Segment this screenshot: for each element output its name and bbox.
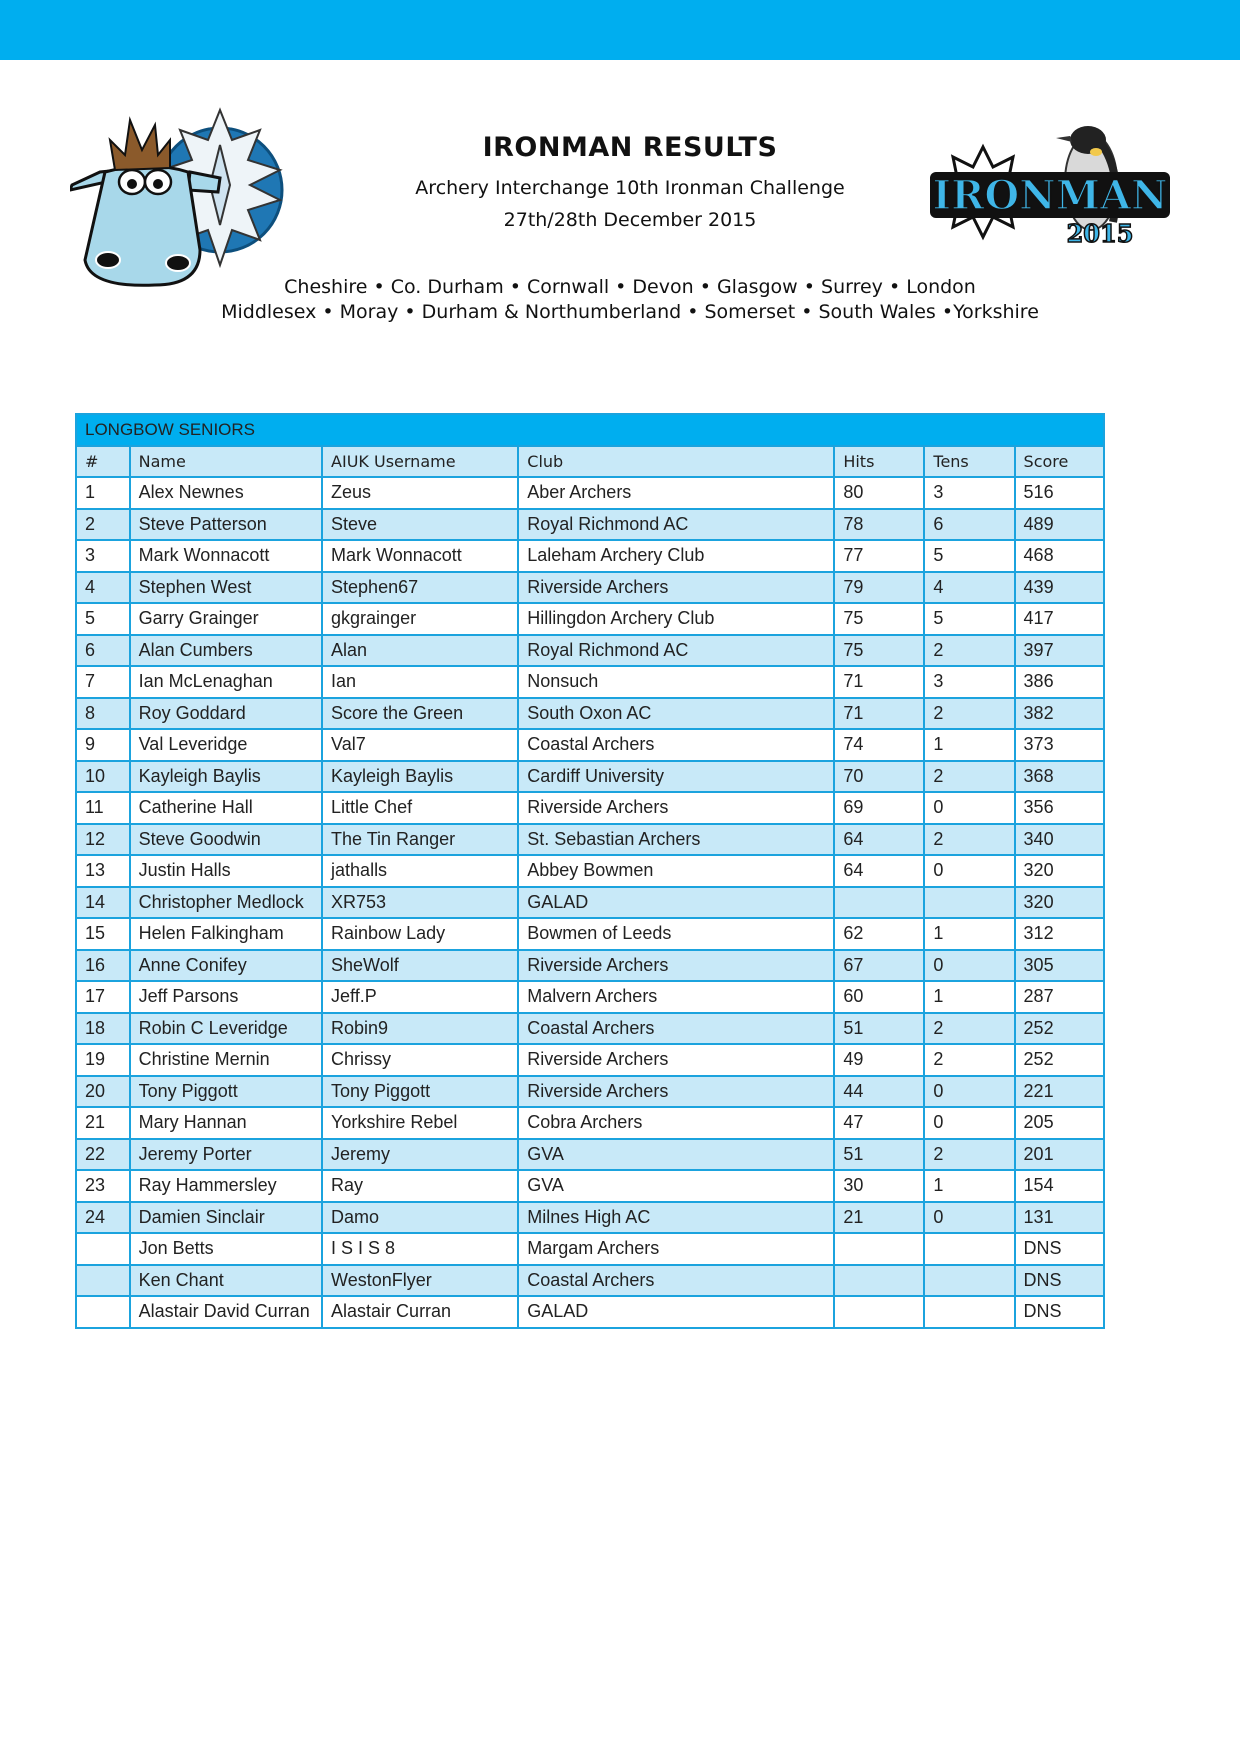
cell-score: 201 <box>1015 1139 1104 1171</box>
cell-username: Rainbow Lady <box>322 918 518 950</box>
cell-club: Royal Richmond AC <box>518 509 834 541</box>
cell-name: Alastair David Curran <box>130 1296 322 1328</box>
cell-hits: 44 <box>834 1076 924 1108</box>
cell-username: Tony Piggott <box>322 1076 518 1108</box>
cell-hits: 71 <box>834 698 924 730</box>
cell-score: 356 <box>1015 792 1104 824</box>
cell-club: Cardiff University <box>518 761 834 793</box>
cell-tens <box>924 1296 1014 1328</box>
cell-username: The Tin Ranger <box>322 824 518 856</box>
cell-rank: 14 <box>76 887 130 919</box>
top-banner <box>0 0 1240 60</box>
cell-name: Stephen West <box>130 572 322 604</box>
cell-club: Nonsuch <box>518 666 834 698</box>
cell-club: South Oxon AC <box>518 698 834 730</box>
cell-tens: 2 <box>924 1044 1014 1076</box>
table-row <box>76 1107 1104 1139</box>
cell-name: Alan Cumbers <box>130 635 322 667</box>
cell-tens: 1 <box>924 1170 1014 1202</box>
table-row <box>76 824 1104 856</box>
cell-tens: 4 <box>924 572 1014 604</box>
cell-username: jathalls <box>322 855 518 887</box>
cell-club: Abbey Bowmen <box>518 855 834 887</box>
cell-name: Steve Goodwin <box>130 824 322 856</box>
table-row <box>76 855 1104 887</box>
cell-name: Ian McLenaghan <box>130 666 322 698</box>
cell-username: SheWolf <box>322 950 518 982</box>
cell-tens: 2 <box>924 1013 1014 1045</box>
cell-username: Little Chef <box>322 792 518 824</box>
cell-tens: 5 <box>924 603 1014 635</box>
cell-tens: 3 <box>924 666 1014 698</box>
regions-list <box>150 275 1110 325</box>
cell-hits: 64 <box>834 855 924 887</box>
cell-username: Damo <box>322 1202 518 1234</box>
cell-username: Alan <box>322 635 518 667</box>
cell-club: GALAD <box>518 887 834 919</box>
cell-club: Malvern Archers <box>518 981 834 1013</box>
cell-hits: 80 <box>834 477 924 509</box>
page-title: IRONMAN RESULTS <box>482 132 778 163</box>
cell-rank: 5 <box>76 603 130 635</box>
cell-rank: 8 <box>76 698 130 730</box>
cell-username: XR753 <box>322 887 518 919</box>
cell-hits: 75 <box>834 603 924 635</box>
table-row <box>76 1139 1104 1171</box>
cell-rank: 11 <box>76 792 130 824</box>
cell-name: Mark Wonnacott <box>130 540 322 572</box>
col-club: Club <box>518 446 834 478</box>
col-tens: Tens <box>924 446 1014 478</box>
col-rank: # <box>76 446 130 478</box>
cell-tens: 0 <box>924 792 1014 824</box>
cell-tens: 2 <box>924 635 1014 667</box>
cell-username: Ray <box>322 1170 518 1202</box>
table-row <box>76 950 1104 982</box>
cell-score: 489 <box>1015 509 1104 541</box>
cow-snowflake-logo <box>70 100 315 300</box>
cell-hits: 49 <box>834 1044 924 1076</box>
cell-tens: 6 <box>924 509 1014 541</box>
cell-club: Coastal Archers <box>518 1013 834 1045</box>
table-row <box>76 477 1104 509</box>
cell-hits: 47 <box>834 1107 924 1139</box>
cell-rank: 13 <box>76 855 130 887</box>
cell-tens: 1 <box>924 918 1014 950</box>
cell-club: Hillingdon Archery Club <box>518 603 834 635</box>
cell-score: 320 <box>1015 855 1104 887</box>
event-subtitle: Archery Interchange 10th Ironman Challenge <box>415 177 845 199</box>
table-row <box>76 1076 1104 1108</box>
table-row <box>76 635 1104 667</box>
cell-hits: 70 <box>834 761 924 793</box>
cell-score: 131 <box>1015 1202 1104 1234</box>
cell-name: Damien Sinclair <box>130 1202 322 1234</box>
cell-score: 373 <box>1015 729 1104 761</box>
cell-score: 221 <box>1015 1076 1104 1108</box>
cell-score: 386 <box>1015 666 1104 698</box>
cell-name: Jon Betts <box>130 1233 322 1265</box>
cell-name: Jeremy Porter <box>130 1139 322 1171</box>
cell-name: Christopher Medlock <box>130 887 322 919</box>
table-row <box>76 540 1104 572</box>
cell-score: 439 <box>1015 572 1104 604</box>
cell-username: WestonFlyer <box>322 1265 518 1297</box>
cell-username: I S I S 8 <box>322 1233 518 1265</box>
cell-score: 417 <box>1015 603 1104 635</box>
cell-tens <box>924 1233 1014 1265</box>
cell-name: Mary Hannan <box>130 1107 322 1139</box>
cell-hits: 60 <box>834 981 924 1013</box>
cell-hits: 62 <box>834 918 924 950</box>
table-row <box>76 1202 1104 1234</box>
cell-username: Kayleigh Baylis <box>322 761 518 793</box>
cell-club: Riverside Archers <box>518 1076 834 1108</box>
cell-score: 252 <box>1015 1044 1104 1076</box>
cell-rank: 7 <box>76 666 130 698</box>
cell-score: 305 <box>1015 950 1104 982</box>
cell-username: Val7 <box>322 729 518 761</box>
cell-name: Tony Piggott <box>130 1076 322 1108</box>
cell-hits <box>834 1233 924 1265</box>
cell-score: DNS <box>1015 1296 1104 1328</box>
cell-username: Alastair Curran <box>322 1296 518 1328</box>
cell-name: Kayleigh Baylis <box>130 761 322 793</box>
table-row <box>76 792 1104 824</box>
regions-line-2: Middlesex • Moray • Durham & Northumberland • Somerset • South Wales •Yorkshire <box>221 301 1039 323</box>
cell-score: 397 <box>1015 635 1104 667</box>
cell-tens: 0 <box>924 1107 1014 1139</box>
cell-name: Justin Halls <box>130 855 322 887</box>
cell-rank: 3 <box>76 540 130 572</box>
cell-rank <box>76 1265 130 1297</box>
cell-username: Robin9 <box>322 1013 518 1045</box>
table-row <box>76 666 1104 698</box>
cell-username: Mark Wonnacott <box>322 540 518 572</box>
cell-username: Ian <box>322 666 518 698</box>
cell-hits: 21 <box>834 1202 924 1234</box>
cell-club: Cobra Archers <box>518 1107 834 1139</box>
table-row <box>76 1044 1104 1076</box>
table-row <box>76 1296 1104 1328</box>
cell-username: Yorkshire Rebel <box>322 1107 518 1139</box>
table-row <box>76 1265 1104 1297</box>
cell-rank: 21 <box>76 1107 130 1139</box>
logo-text: IRONMAN <box>932 172 1168 219</box>
section-title: LONGBOW SENIORS <box>76 414 1104 446</box>
cell-score: 287 <box>1015 981 1104 1013</box>
cell-username: Chrissy <box>322 1044 518 1076</box>
cell-club: Coastal Archers <box>518 1265 834 1297</box>
cell-rank: 16 <box>76 950 130 982</box>
cell-name: Ken Chant <box>130 1265 322 1297</box>
cell-tens <box>924 1265 1014 1297</box>
table-row <box>76 918 1104 950</box>
cell-rank <box>76 1233 130 1265</box>
table-row <box>76 509 1104 541</box>
cell-hits: 69 <box>834 792 924 824</box>
table-row <box>76 761 1104 793</box>
cell-club: Laleham Archery Club <box>518 540 834 572</box>
cell-username: Zeus <box>322 477 518 509</box>
cell-score: 516 <box>1015 477 1104 509</box>
cell-club: GVA <box>518 1170 834 1202</box>
cell-name: Robin C Leveridge <box>130 1013 322 1045</box>
cell-rank: 22 <box>76 1139 130 1171</box>
cell-hits: 77 <box>834 540 924 572</box>
cell-score: 154 <box>1015 1170 1104 1202</box>
col-name: Name <box>130 446 322 478</box>
cell-rank: 17 <box>76 981 130 1013</box>
cell-club: Riverside Archers <box>518 950 834 982</box>
cell-name: Roy Goddard <box>130 698 322 730</box>
cell-rank: 23 <box>76 1170 130 1202</box>
cell-rank <box>76 1296 130 1328</box>
title-block <box>360 132 900 231</box>
cell-name: Ray Hammersley <box>130 1170 322 1202</box>
cell-hits: 78 <box>834 509 924 541</box>
cell-club: GVA <box>518 1139 834 1171</box>
cell-hits: 30 <box>834 1170 924 1202</box>
cell-club: Aber Archers <box>518 477 834 509</box>
cell-tens <box>924 887 1014 919</box>
cell-score: 205 <box>1015 1107 1104 1139</box>
logo-year: 2015 <box>1066 219 1134 248</box>
cell-club: Riverside Archers <box>518 792 834 824</box>
cell-club: Royal Richmond AC <box>518 635 834 667</box>
cell-rank: 1 <box>76 477 130 509</box>
cell-tens: 1 <box>924 729 1014 761</box>
cell-hits: 75 <box>834 635 924 667</box>
col-score: Score <box>1015 446 1104 478</box>
cell-hits: 51 <box>834 1139 924 1171</box>
cell-name: Anne Conifey <box>130 950 322 982</box>
table-row <box>76 572 1104 604</box>
table-row <box>76 603 1104 635</box>
cell-tens: 2 <box>924 824 1014 856</box>
cell-club: Coastal Archers <box>518 729 834 761</box>
cell-name: Alex Newnes <box>130 477 322 509</box>
regions-line-1: Cheshire • Co. Durham • Cornwall • Devon • Glasgow • Surrey • London <box>284 276 976 298</box>
cell-hits: 74 <box>834 729 924 761</box>
cell-name: Val Leveridge <box>130 729 322 761</box>
table-row <box>76 981 1104 1013</box>
cell-rank: 15 <box>76 918 130 950</box>
cell-tens: 0 <box>924 1202 1014 1234</box>
cell-username: Jeff.P <box>322 981 518 1013</box>
col-username: AIUK Username <box>322 446 518 478</box>
cell-name: Steve Patterson <box>130 509 322 541</box>
cell-score: 252 <box>1015 1013 1104 1045</box>
cell-hits: 67 <box>834 950 924 982</box>
cell-name: Jeff Parsons <box>130 981 322 1013</box>
cell-hits: 79 <box>834 572 924 604</box>
cell-score: 382 <box>1015 698 1104 730</box>
cell-username: Jeremy <box>322 1139 518 1171</box>
cell-rank: 18 <box>76 1013 130 1045</box>
cell-club: GALAD <box>518 1296 834 1328</box>
cell-username: Score the Green <box>322 698 518 730</box>
cell-username: Stephen67 <box>322 572 518 604</box>
cell-club: Bowmen of Leeds <box>518 918 834 950</box>
cell-tens: 0 <box>924 950 1014 982</box>
table-row <box>76 1233 1104 1265</box>
col-hits: Hits <box>834 446 924 478</box>
cell-score: 368 <box>1015 761 1104 793</box>
table-row <box>76 1013 1104 1045</box>
cell-tens: 0 <box>924 1076 1014 1108</box>
cell-score: 320 <box>1015 887 1104 919</box>
cell-tens: 0 <box>924 855 1014 887</box>
cell-hits <box>834 1265 924 1297</box>
cell-hits <box>834 1296 924 1328</box>
cell-score: DNS <box>1015 1233 1104 1265</box>
cell-name: Helen Falkingham <box>130 918 322 950</box>
cell-rank: 20 <box>76 1076 130 1108</box>
table-row <box>76 698 1104 730</box>
ironman-2015-logo <box>928 112 1178 252</box>
cell-tens: 2 <box>924 1139 1014 1171</box>
table-row <box>76 1170 1104 1202</box>
table-row <box>76 887 1104 919</box>
cell-rank: 12 <box>76 824 130 856</box>
cell-rank: 4 <box>76 572 130 604</box>
cell-name: Christine Mernin <box>130 1044 322 1076</box>
cell-tens: 2 <box>924 761 1014 793</box>
cell-tens: 5 <box>924 540 1014 572</box>
cell-name: Catherine Hall <box>130 792 322 824</box>
cell-rank: 10 <box>76 761 130 793</box>
cell-tens: 3 <box>924 477 1014 509</box>
cell-rank: 2 <box>76 509 130 541</box>
cell-score: 312 <box>1015 918 1104 950</box>
cell-score: 340 <box>1015 824 1104 856</box>
cell-club: Riverside Archers <box>518 572 834 604</box>
event-date: 27th/28th December 2015 <box>503 209 757 231</box>
cell-username: gkgrainger <box>322 603 518 635</box>
cell-club: Riverside Archers <box>518 1044 834 1076</box>
cell-hits <box>834 887 924 919</box>
cell-rank: 9 <box>76 729 130 761</box>
cell-score: 468 <box>1015 540 1104 572</box>
table-row <box>76 729 1104 761</box>
cell-score: DNS <box>1015 1265 1104 1297</box>
results-table <box>75 413 1105 1329</box>
section-header-row <box>76 414 1104 446</box>
cell-name: Garry Grainger <box>130 603 322 635</box>
cell-username: Steve <box>322 509 518 541</box>
cell-rank: 24 <box>76 1202 130 1234</box>
column-header-row <box>76 446 1104 478</box>
cell-club: St. Sebastian Archers <box>518 824 834 856</box>
cell-hits: 64 <box>834 824 924 856</box>
cell-tens: 1 <box>924 981 1014 1013</box>
cell-tens: 2 <box>924 698 1014 730</box>
cell-rank: 19 <box>76 1044 130 1076</box>
cell-club: Milnes High AC <box>518 1202 834 1234</box>
cell-hits: 71 <box>834 666 924 698</box>
cell-rank: 6 <box>76 635 130 667</box>
cell-hits: 51 <box>834 1013 924 1045</box>
cell-club: Margam Archers <box>518 1233 834 1265</box>
